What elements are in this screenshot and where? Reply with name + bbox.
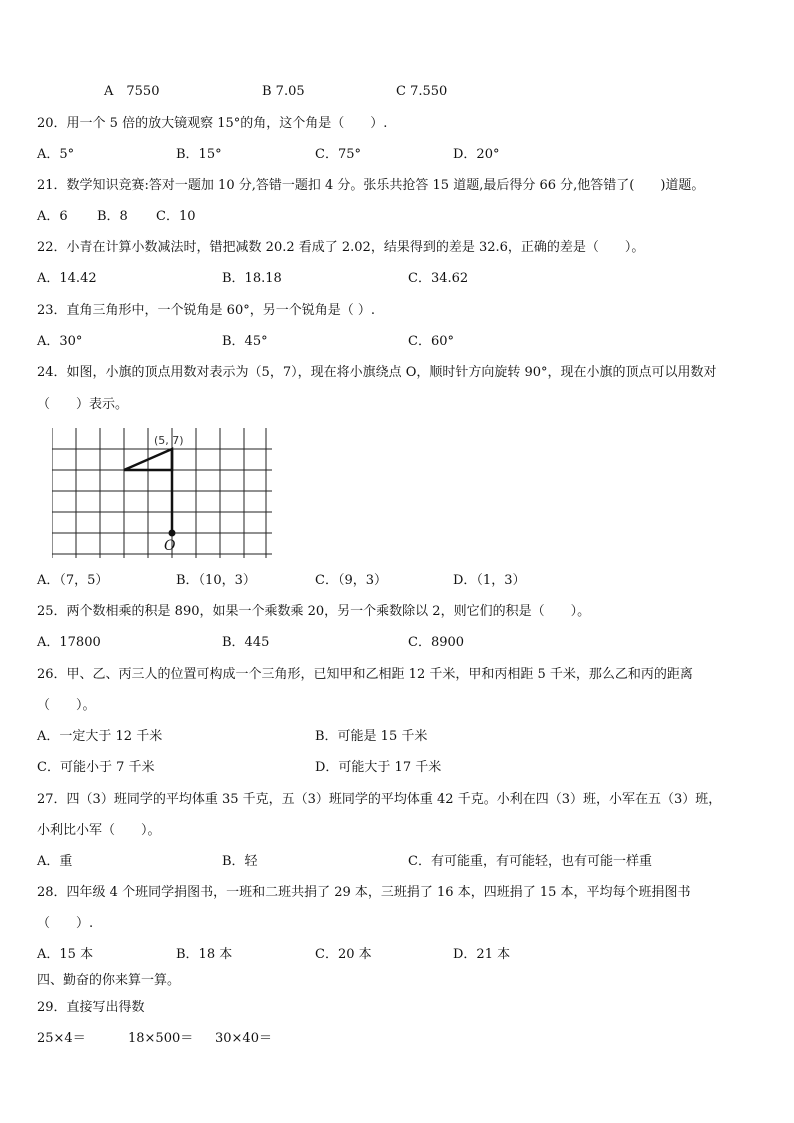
q26-option-d: D．可能大于 17 千米: [315, 760, 442, 775]
q21-option-c: C．10: [156, 209, 196, 224]
q25-option-c: C．8900: [408, 635, 465, 650]
q29-item-1: 25×4＝: [37, 1031, 86, 1046]
q20-text: 20．用一个 5 倍的放大镜观察 15°的角，这个角是（ ）.: [37, 116, 388, 131]
q22-text: 22．小青在计算小数减法时，错把减数 20.2 看成了 2.02，结果得到的差是 32.6，正确的差是（ ）。: [37, 240, 645, 255]
q25-text: 25．两个数相乘的积是 890，如果一个乘数乘 20，另一个乘数除以 2，则它们的积是（ ）。: [37, 604, 591, 619]
q26-text-line2: （ ）。: [37, 698, 96, 713]
q28-option-c: C．20 本: [315, 947, 372, 962]
q29-item-2: 18×500＝: [128, 1031, 194, 1046]
q20-option-d: D．20°: [453, 147, 500, 162]
q23-text: 23．直角三角形中，一个锐角是 60°，另一个锐角是（ ）.: [37, 303, 375, 318]
q28-option-b: B．18 本: [176, 947, 233, 962]
q27-text-line1: 27．四（3）班同学的平均体重 35 千克，五（3）班同学的平均体重 42 千克。小利在四（3）班，小军在五（3）班，: [37, 792, 722, 807]
q20-option-c: C．75°: [315, 147, 361, 162]
q23-option-c: C．60°: [408, 334, 454, 349]
q26-option-a: A．一定大于 12 千米: [37, 729, 163, 744]
q19-option-a: A 7550: [104, 84, 160, 99]
q24-text-line2: （ ）表示。: [37, 397, 129, 412]
q28-option-d: D．21 本: [453, 947, 511, 962]
q20-option-b: B．15°: [176, 147, 222, 162]
q27-text-line2: 小利比小军（ ）。: [37, 823, 161, 838]
q24-option-b: B．（10，3）: [176, 573, 256, 588]
q22-option-c: C．34.62: [408, 271, 469, 286]
q28-option-a: A．15 本: [37, 947, 94, 962]
q24-option-a: A．（7，5）: [37, 573, 109, 588]
origin-label: O: [164, 538, 176, 554]
q26-option-b: B．可能是 15 千米: [315, 729, 428, 744]
vertex-label: (5, 7): [154, 434, 184, 447]
q26-text-line1: 26．甲、乙、丙三人的位置可构成一个三角形，已知甲和乙相距 12 千米，甲和丙相距 5 千米，那么乙和丙的距离: [37, 667, 693, 682]
q24-option-d: D．（1，3）: [453, 573, 526, 588]
q21-text: 21．数学知识竞赛:答对一题加 10 分,答错一题扣 4 分。张乐共抢答 15 道题,最后得分 66 分,他答错了( )道题。: [37, 178, 705, 193]
q26-option-c: C．可能小于 7 千米: [37, 760, 155, 775]
q21-option-a: A．6: [37, 209, 68, 224]
q25-option-b: B．445: [222, 635, 270, 650]
q27-option-a: A．重: [37, 854, 73, 869]
q20-option-a: A．5°: [37, 147, 75, 162]
q24-flag-grid-figure: [52, 428, 272, 560]
q19-option-b: B 7.05: [262, 84, 305, 99]
q29-item-3: 30×40＝: [215, 1031, 272, 1046]
q24-text-line1: 24．如图，小旗的顶点用数对表示为（5，7），现在将小旗绕点 O，顺时针方向旋转 90°，现在小旗的顶点可以用数对: [37, 365, 717, 380]
q27-option-c: C．有可能重，有可能轻，也有可能一样重: [408, 854, 652, 869]
q19-option-c: C 7.550: [396, 84, 448, 99]
q23-option-b: B．45°: [222, 334, 268, 349]
q28-text-line2: （ ）.: [37, 916, 94, 931]
q29-text: 29．直接写出得数: [37, 1000, 145, 1015]
q27-option-b: B．轻: [222, 854, 258, 869]
grid-lines: [52, 428, 272, 558]
section-4-title: 四、勤奋的你来算一算。: [37, 973, 181, 988]
q22-option-b: B．18.18: [222, 271, 282, 286]
origin-point: [169, 530, 176, 537]
q21-option-b: B．8: [97, 209, 128, 224]
q22-option-a: A．14.42: [37, 271, 97, 286]
q28-text-line1: 28．四年级 4 个班同学捐图书，一班和二班共捐了 29 本，三班捐了 16 本，四班捐了 15 本，平均每个班捐图书: [37, 885, 691, 900]
q24-option-c: C．（9，3）: [315, 573, 387, 588]
q25-option-a: A．17800: [37, 635, 101, 650]
q23-option-a: A．30°: [37, 334, 83, 349]
